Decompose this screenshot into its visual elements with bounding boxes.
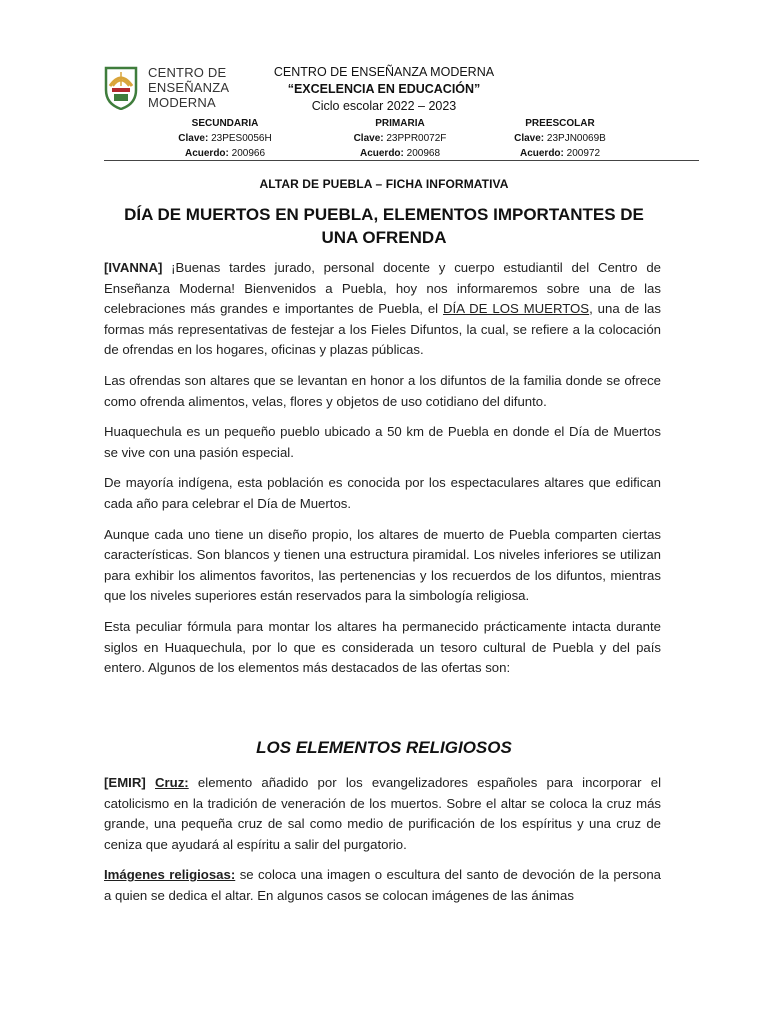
clave-value: 23PJN0069B [546, 133, 606, 144]
speaker-tag: [IVANNA] [104, 260, 163, 275]
paragraph-6: Esta peculiar fórmula para montar los altares ha permanecido prácticamente intacta durante siglos en Huaquechula, por lo que es considerada un tesoro cultural de Puebla y del país entero. Algunos de los elementos más destacados de las ofertas son: [104, 618, 661, 676]
level-preescolar [490, 116, 630, 161]
paragraph-2: Las ofrendas son altares que se levantan en honor a los difuntos de la familia donde se ofrece como ofrenda alimentos, velas, flores y objetos de uso cotidiano del difunto. [104, 372, 661, 409]
paragraph-4: De mayoría indígena, esta población es conocida por los espectaculares altares que edifican cada año para celebrar el Día de Muertos. [104, 475, 661, 511]
acuerdo-value: 200966 [231, 148, 266, 159]
acuerdo-value: 200968 [406, 148, 441, 159]
element-cruz [104, 773, 661, 855]
acuerdo-label: Acuerdo: [184, 148, 229, 159]
logo-line-1: CENTRO DE [148, 65, 227, 80]
highlighted-term: DÍA DE LOS MUERTOS [443, 301, 590, 317]
school-year: Ciclo escolar 2022 – 2023 [311, 99, 457, 113]
paragraph-1 [104, 258, 661, 361]
school-logo [104, 64, 230, 114]
level-secundaria [160, 116, 290, 161]
header-divider [104, 160, 699, 161]
document-body [104, 258, 661, 689]
paragraph-3: Huaquechula es un pequeño pueblo ubicado a 50 km de Puebla en donde el Día de Muertos se vive con una pasión especial. [104, 424, 661, 460]
logo-line-3: MODERNA [148, 95, 216, 110]
school-name: CENTRO DE ENSEÑANZA MODERNA [273, 65, 495, 79]
paragraph-text: , una de las formas más representativas de festejar a los Fieles Difuntos, la cual, se refiere a la colocación de ofrendas en los hogares, oficinas y plazas públicas. [104, 301, 661, 358]
element-text: elemento añadido por los evangelizadores españoles para incorporar el catolicismo en la tradición de veneración de los muertos. Sobre el altar se coloca la cruz más grande, una pequeña cruz de sal como medio de purificación de los espíritus y una cruz de ceniza que ayudará al espíritu a salir del purgatorio. [104, 775, 661, 852]
paragraph-5: Aunque cada uno tiene un diseño propio, los altares de muerto de Puebla comparten ciertas características. Son blancos y tienen una estructura piramidal. Los niveles inferiores se utilizan para exhibir los alimentos favoritos, las pertenencias y los recuerdos de los difuntos, mientras que los niveles superiores están reservados para la simbología religiosa. [104, 526, 661, 604]
clave-value: 23PES0056H [211, 133, 272, 144]
school-motto: “EXCELENCIA EN EDUCACIÓN” [287, 82, 481, 96]
paragraph-text: ¡Buenas tardes jurado, personal docente y cuerpo estudiantil del Centro de Enseñanza Moderna! Bienvenidos a Puebla, hoy nos informaremos sobre una de las celebraciones más grandes e importantes de Puebla, el [104, 260, 661, 317]
clave-label: Clave: [353, 133, 384, 144]
level-primaria [335, 116, 465, 161]
element-text: se coloca una imagen o escultura del santo de devoción de la persona a quien se dedica el altar. En algunos casos se colocan imágenes de las ánimas [104, 867, 662, 903]
acuerdo-label: Acuerdo: [359, 148, 404, 159]
level-name: SECUNDARIA [191, 118, 259, 129]
school-crest-icon [104, 64, 138, 110]
speaker-tag: [EMIR] [104, 775, 146, 790]
document-title: DÍA DE MUERTOS EN PUEBLA, ELEMENTOS IMPORTANTES DE UNA OFRENDA [124, 205, 644, 247]
logo-line-2: ENSEÑANZA [148, 80, 230, 95]
level-name: PRIMARIA [375, 118, 425, 129]
section-body [104, 773, 661, 917]
logo-wordmark [148, 65, 238, 110]
element-imagenes [104, 865, 661, 906]
element-term: Cruz: [155, 775, 189, 790]
document-subtitle: ALTAR DE PUEBLA – FICHA INFORMATIVA [259, 177, 509, 191]
acuerdo-value: 200972 [566, 148, 601, 159]
acuerdo-label: Acuerdo: [519, 148, 564, 159]
clave-label: Clave: [514, 133, 545, 144]
level-name: PREESCOLAR [525, 118, 595, 129]
clave-value: 23PPR0072F [386, 133, 447, 144]
header-center [250, 64, 518, 115]
section-title: LOS ELEMENTOS RELIGIOSOS [256, 738, 512, 757]
clave-label: Clave: [178, 133, 209, 144]
element-term: Imágenes religiosas: [104, 867, 236, 883]
